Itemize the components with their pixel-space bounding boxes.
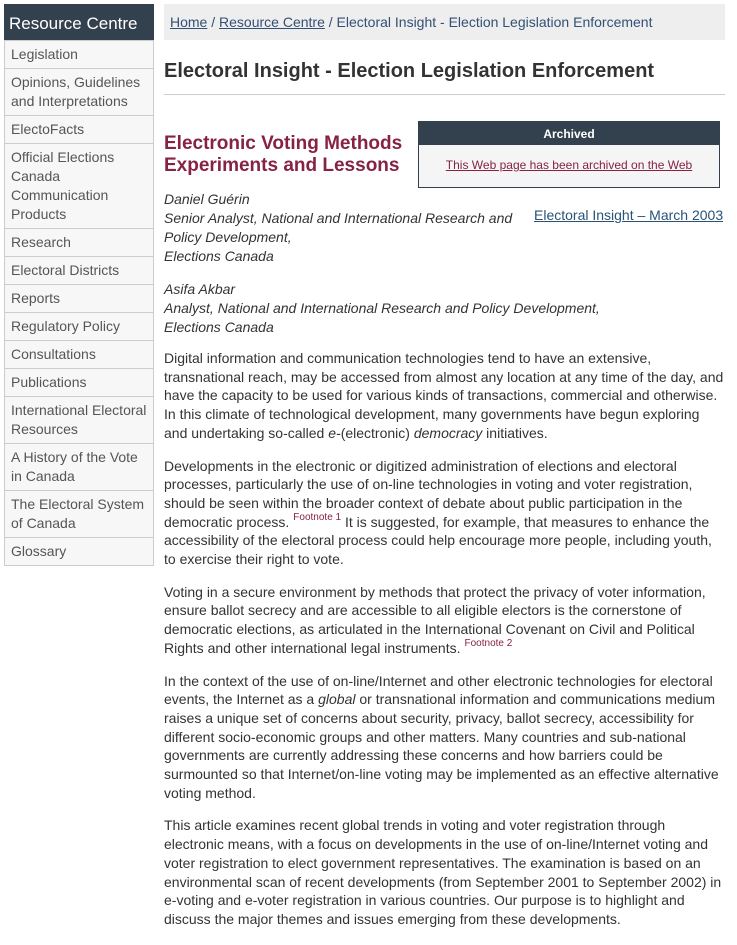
sidebar-item-opinions[interactable]: Opinions, Guidelines and Interpretations <box>5 69 153 116</box>
sidebar-item-communication-products[interactable]: Official Elections Canada Communication Products <box>5 144 153 229</box>
sidebar-item-history-of-vote[interactable]: A History of the Vote in Canada <box>5 444 153 491</box>
footnote-2-link[interactable]: Footnote 2 <box>464 637 513 649</box>
paragraph-3: Voting in a secure environment by methods that protect the privacy of voter information, ensure ballot secrecy and are accessible to all eligible electors is the cornerstone of democratic elections, as articulated in the International Covenant on Civil and Political Rights and other international legal instruments. $^{Footnote 2}$ <box>164 583 706 656</box>
footnote-1-link[interactable]: Footnote 1 <box>293 511 342 523</box>
sidebar-item-electoral-system[interactable]: The Electoral System of Canada <box>5 491 153 538</box>
paragraph-4: In the context of the use of on-line/Internet and other electronic technologies for electoral events, the Internet as a global or transnational information and communications medium raises a unique set of concerns about security, privacy, ballot secrecy, accessibility for different socio-economic groups and other matters. Many countries and sub-national governments are currently addressing these concerns and how barriers could be surmounted so that Internet/on-line voting may be implemented as an effective alternative voting method. <box>164 672 719 801</box>
sidebar-item-regulatory-policy[interactable]: Regulatory Policy <box>5 313 153 341</box>
paragraph-1: Digital information and communication technologies tend to have an extensive, transnational reach, may be accessed from almost any location at any time of the day, and have the capacity to be used for various kinds of transactions, commercial and otherwise. In this climate of technological development, many governments have begun exploring and undertaking so-called e-(electronic) democracy initiatives. <box>164 350 724 441</box>
sidebar <box>4 4 154 566</box>
breadcrumb <box>164 4 725 40</box>
author-2 <box>164 280 634 337</box>
author-org: Elections Canada <box>164 319 274 335</box>
breadcrumb-current: Electoral Insight - Election Legislation Enforcement <box>336 14 653 30</box>
author-name: Daniel Guérin <box>164 191 250 207</box>
sidebar-item-international-resources[interactable]: International Electoral Resources <box>5 397 153 444</box>
sidebar-item-reports[interactable]: Reports <box>5 285 153 313</box>
sidebar-item-consultations[interactable]: Consultations <box>5 341 153 369</box>
archived-info-link[interactable]: This Web page has been archived on the Web <box>445 158 693 172</box>
title-divider <box>164 94 725 95</box>
page-title: Electoral Insight - Election Legislation Enforcement <box>164 60 655 82</box>
sidebar-item-publications[interactable]: Publications <box>5 369 153 397</box>
breadcrumb-home-link[interactable]: Home <box>170 14 208 30</box>
author-role: Analyst, National and International Research and Policy Development, <box>164 300 600 316</box>
sidebar-title: Resource Centre <box>4 4 154 40</box>
sidebar-item-glossary[interactable]: Glossary <box>5 538 153 566</box>
sidebar-item-legislation[interactable]: Legislation <box>5 40 153 69</box>
sidebar-item-electofacts[interactable]: ElectoFacts <box>5 116 153 144</box>
sidebar-item-electoral-districts[interactable]: Electoral Districts <box>5 257 153 285</box>
archived-notice <box>418 121 720 188</box>
author-org: Elections Canada <box>164 248 274 264</box>
author-1 <box>164 190 534 266</box>
breadcrumb-resource-centre-link[interactable]: Resource Centre <box>219 14 325 30</box>
author-name: Asifa Akbar <box>164 281 236 297</box>
paragraph-5: This article examines recent global trends in voting and voter registration through electronic means, with a focus on developments in the use of on-line/Internet voting and voter registration to elect government representatives. The examination is based on an environmental scan of recent developments (from September 2001 to September 2002) in e-voting and e-voter registration in various countries. Our purpose is to highlight and discuss the major themes and issues emerging from these developments. <box>164 817 722 927</box>
sidebar-item-research[interactable]: Research <box>5 229 153 257</box>
article-body <box>164 349 726 943</box>
sidebar-menu <box>4 40 154 566</box>
archived-heading: Archived <box>419 122 719 145</box>
paragraph-2: Developments in the electronic or digitized administration of elections and electoral processes, particularly the use of on-line technologies in voting and voter registration, should be seen within the broader context of debate about public participation in the democratic process. $^{Footnote 1}$ It is suggested, for example, that measures to enhance the accessibility of the electoral process could help encourage more people, including youth, to exercise their right to vote. <box>164 457 712 568</box>
breadcrumb-separator: / <box>211 14 216 30</box>
breadcrumb-separator: / <box>328 14 333 30</box>
edition-link[interactable]: Electoral Insight – March 2003 <box>534 207 724 223</box>
author-role: Senior Analyst, National and International Research and Policy Development, <box>164 210 513 245</box>
article-title: Electronic Voting Methods Experiments and Lessons <box>164 133 403 176</box>
